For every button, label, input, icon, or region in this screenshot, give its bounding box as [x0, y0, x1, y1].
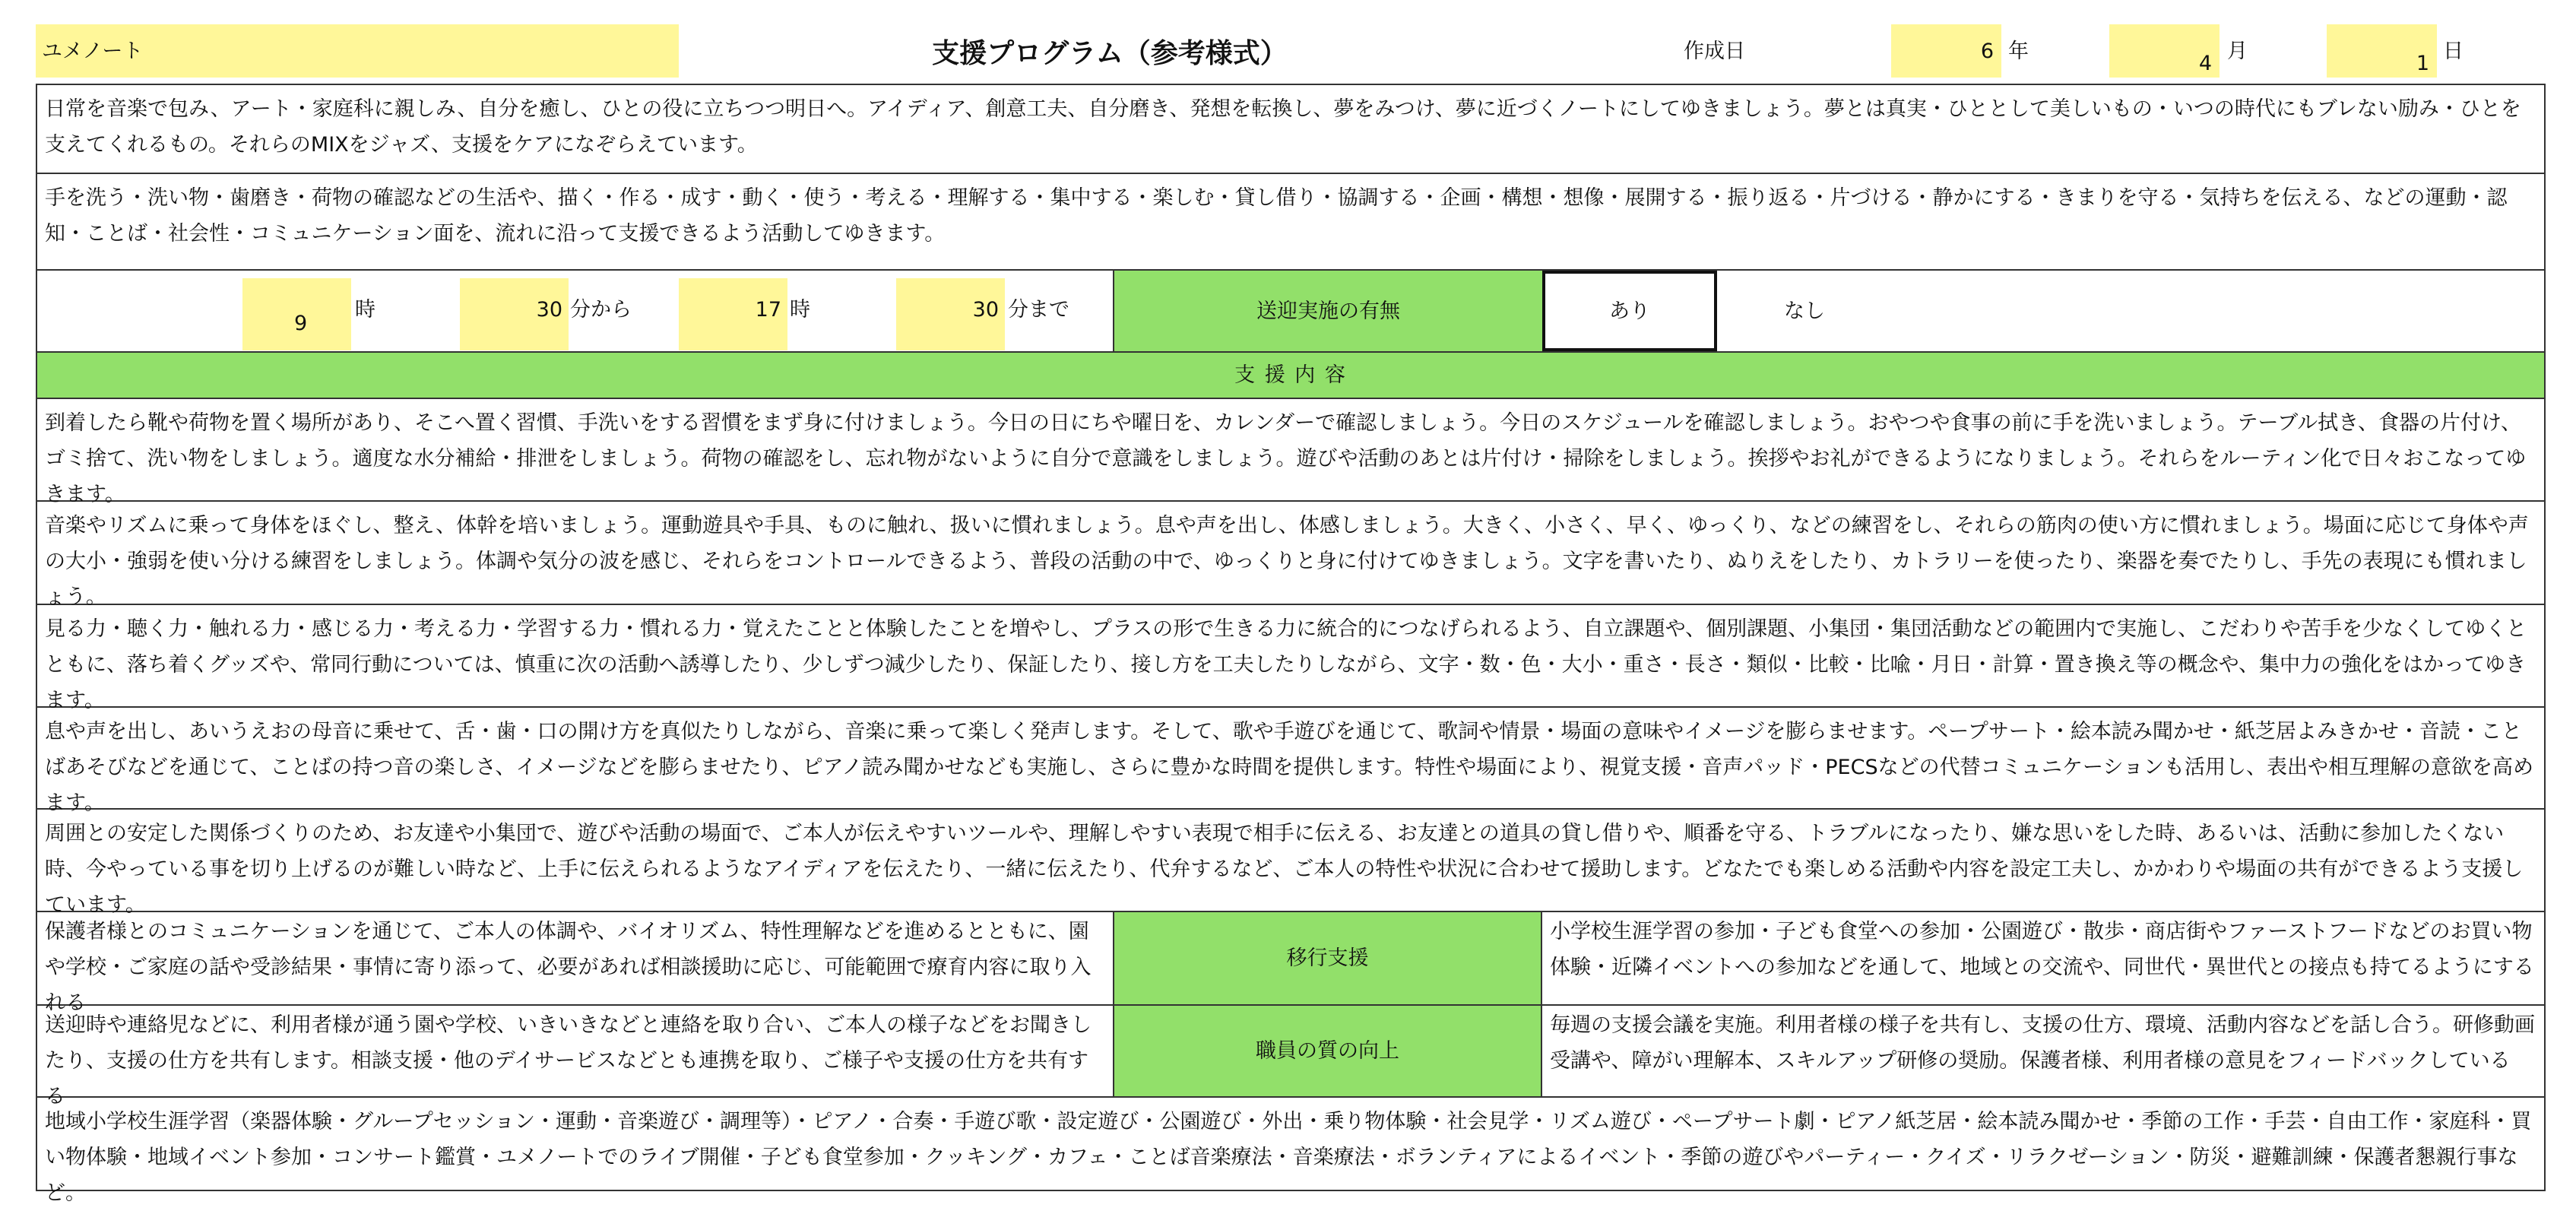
support-item-text: 到着したら靴や荷物を置く場所があり、そこへ置く習慣、手洗いをする習慣をまず身に付けましょう。今日の日にちや曜日を、カレンダーで確認しましょう。今日のスケジュールを確認しましょう。おやつや食事の前に手を洗いましょう。テーブル拭き、食器の片付け、ゴミ捨て、洗い物をしましょう。適度な水分補給・排泄をしましょう。荷物の確認をし、忘れ物がないように自分で意識をしましょう。遊びや活動のあとは片付け・掃除をしましょう。挨拶やお礼ができるようになりましょう。それらをルーティン化で日々おこなってゆきます。 [45, 411, 2527, 506]
day-label-text: 日 [2443, 39, 2464, 63]
support-item [37, 502, 2544, 609]
family-text: 保護者様とのコミュニケーションを通じて、ご本人の体調や、バイオリズム、特性理解などを進めるとともに、園や学校・ご家庭の話や受診結果・事情に寄り添って、必要があれば相談援助に応じ、可能範囲で療育内容に取り入れる [45, 920, 1092, 1015]
support-header [37, 353, 2544, 399]
until-label [1008, 271, 1099, 351]
year-field[interactable] [1891, 24, 2001, 78]
day-field[interactable] [2327, 24, 2437, 78]
hour-label-2-text: 時 [790, 298, 810, 322]
support-item [37, 399, 2544, 506]
day-value: 1 [2416, 52, 2429, 75]
created-label-text: 作成日 [1684, 39, 1745, 63]
support-item [37, 708, 2544, 815]
liaison-cell [37, 1006, 1113, 1108]
page-title-text: 支援プログラム（参考様式） [932, 37, 1288, 69]
philosophy-text: 日常を音楽で包み、アート・家庭科に親しみ、自分を癒し、ひとの役に立ちつつ明日へ。アイディア、創意工夫、自分磨き、発想を転換し、夢をみつけ、夢に近づくノートにしてゆきましょう。夢とは真実・ひととして美しいもの・いつの時代にもブレない励み・ひとを支えてくれるもの。それらのMIXをジャズ、支援をケアになぞらえています。 [45, 97, 2521, 157]
month-field[interactable] [2109, 24, 2220, 78]
events-section [37, 1098, 2544, 1205]
transport-no-text: なし [1784, 299, 1825, 323]
month-label-text: 月 [2227, 39, 2248, 63]
start-minute-value: 30 [536, 298, 562, 322]
end-minute-field[interactable] [896, 278, 1005, 350]
start-hour-value: 9 [294, 312, 308, 335]
month-value: 4 [2198, 52, 2212, 75]
transport-no-option[interactable] [1717, 271, 1892, 351]
staff-cell [1542, 1006, 2544, 1096]
year-value: 6 [1980, 39, 1994, 63]
page-title [897, 24, 1323, 78]
created-label [1684, 24, 1836, 78]
staff-label-text: 職員の質の向上 [1256, 1039, 1399, 1063]
hour-label-1 [355, 271, 401, 351]
transport-label [1113, 271, 1542, 351]
liaison-text: 送迎時や連絡児などに、利用者様が通う園や学校、いきいきなどと連絡を取り合い、ご本人の様子などをお聞きしたり、支援の仕方を共有します。相談支援・他のデイサービスなどとも連携を取り、ご様子や支援の仕方を共有する [45, 1013, 1092, 1108]
support-item [37, 605, 2544, 712]
year-label-text: 年 [2008, 39, 2029, 63]
start-hour-field[interactable] [242, 278, 351, 350]
hour-label-1-text: 時 [355, 298, 375, 322]
support-header-text: 支 援 内 容 [1234, 363, 1347, 387]
transport-yes-option[interactable] [1542, 271, 1717, 351]
day-label [2443, 24, 2489, 78]
transition-cell [1542, 912, 2544, 1004]
program-table [36, 84, 2546, 1205]
support-item-text: 見る力・聴く力・触れる力・感じる力・考える力・学習する力・慣れる力・覚えたことと体験したことを増やし、プラスの形で生きる力に統合的につなげられるよう、自立課題や、個別課題、小集団・集団活動などの範囲内で実施し、こだわりや苦手を少なくしてゆくとともに、落ち着くグッズや、常同行動については、慎重に次の活動へ誘導したり、少しずつ減少したり、保証したり、接し方を工夫したりしながら、文字・数・色・大小・重さ・長さ・類似・比較・比喩・月日・計算・置き換え等の概念や、集中力の強化をはかってゆきます。 [45, 617, 2527, 712]
start-minute-field[interactable] [460, 278, 569, 350]
end-minute-value: 30 [972, 298, 999, 322]
year-label [2008, 24, 2054, 78]
from-label [570, 271, 661, 351]
staff-label [1113, 1006, 1542, 1096]
support-item-text: 息や声を出し、あいうえおの母音に乗せて、舌・歯・口の開け方を真似たりしながら、音楽に乗って楽しく発声します。そして、歌や手遊びを通じて、歌詞や情景・場面の意味やイメージを膨らませます。ペープサート・絵本読み聞かせ・紙芝居よみきかせ・音読・ことばあそびなどを通じて、ことばの持つ音の楽しさ、イメージなどを膨らませたり、ピアノ読み聞かせなども実施し、さらに豊かな時間を提供します。特性や場面により、視覚支援・音声パッド・PECSなどの代替コミュニケーションも活用し、表出や相互理解の意欲を高めます。 [45, 720, 2533, 815]
company-name [36, 24, 679, 78]
policy-section [37, 174, 2544, 271]
from-label-text: 分から [570, 298, 632, 322]
philosophy-section [37, 85, 2544, 174]
until-label-text: 分まで [1008, 298, 1069, 322]
staff-text: 毎週の支援会議を実施。利用者様の様子を共有し、支援の仕方、環境、活動内容などを話し合う。研修動画受講や、障がい理解本、スキルアップ研修の奨励。保護者様、利用者様の意見をフィードバックしている [1550, 1013, 2535, 1073]
transport-label-text: 送迎実施の有無 [1256, 299, 1400, 323]
family-row [37, 912, 2544, 1015]
events-text: 地域小学校生涯学習（楽器体験・グループセッション・運動・音楽遊び・調理等）・ピアノ・合奏・手遊び歌・設定遊び・公園遊び・外出・乗り物体験・社会見学・リズム遊び・ペープサート劇・ピアノ紙芝居・絵本読み聞かせ・季節の工作・手芸・自由工作・家庭科・買い物体験・地域イベント参加・コンサート鑑賞・ユメノートでのライブ開催・子ども食堂参加・クッキング・カフェ・ことば音楽療法・音楽療法・ボランティアによるイベント・季節の遊びやパーティー・クイズ・リラクゼーション・防災・避難訓練・保護者懇親行事など。 [45, 1110, 2532, 1205]
transition-text: 小学校生涯学習の参加・子ども食堂への参加・公園遊び・散歩・商店街やファーストフードなどのお買い物体験・近隣イベントへの参加などを通して、地域との交流や、同世代・異世代との接点も持てるようにする [1550, 920, 2534, 979]
end-hour-value: 17 [755, 298, 781, 322]
transition-label [1113, 912, 1542, 1004]
transition-label-text: 移行支援 [1286, 946, 1369, 970]
family-cell [37, 912, 1113, 1015]
liaison-row [37, 1006, 2544, 1108]
hour-label-2 [790, 271, 835, 351]
support-item-text: 周囲との安定した関係づくりのため、お友達や小集団で、遊びや活動の場面で、ご本人が伝えやすいツールや、理解しやすい表現で相手に伝える、お友達との道具の貸し借りや、順番を守る、トラブルになったり、嫌な思いをした時、あるいは、活動に参加したくない時、今やっている事を切り上げるのが難しい時など、上手に伝えられるようなアイディアを伝えたり、一緒に伝えたり、代弁するなど、ご本人の特性や状況に合わせて援助します。どなたでも楽しめる活動や内容を設定工夫し、かかわりや場面の共有ができるよう支援しています。 [45, 822, 2524, 917]
company-name-text: ユメノート [42, 39, 144, 63]
transport-yes-text: あり [1609, 299, 1650, 323]
month-label [2227, 24, 2273, 78]
support-item-text: 音楽やリズムに乗って身体をほぐし、整え、体幹を培いましょう。運動遊具や手具、ものに触れ、扱いに慣れましょう。息や声を出し、体感しましょう。大きく、小さく、早く、ゆっくり、などの練習をし、それらの筋肉の使い方に慣れましょう。場面に応じて身体や声の大小・強弱を使い分ける練習をしましょう。体調や気分の波を感じ、それらをコントロールできるよう、普段の活動の中で、ゆっくりと身に付けてゆきましょう。文字を書いたり、ぬりえをしたり、カトラリーを使ったり、楽器を奏でたりし、手先の表現にも慣れましょう。 [45, 514, 2529, 609]
support-item [37, 810, 2544, 917]
end-hour-field[interactable] [679, 278, 787, 350]
policy-text: 手を洗う・洗い物・歯磨き・荷物の確認などの生活や、描く・作る・成す・動く・使う・考える・理解する・集中する・楽しむ・貸し借り・協調する・企画・構想・想像・展開する・振り返る・片づける・静かにする・きまりを守る・気持ちを伝える、などの運動・認知・ことば・社会性・コミュニケーション面を、流れに沿って支援できるよう活動してゆきます。 [45, 186, 2508, 246]
hours-row [37, 271, 2544, 353]
